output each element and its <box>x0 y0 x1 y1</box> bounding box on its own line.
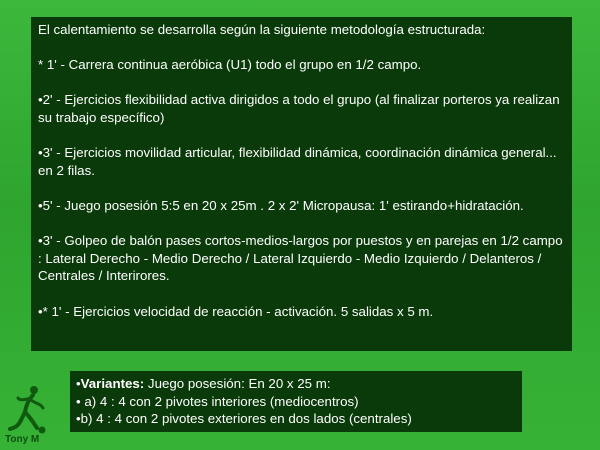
variant-a: • a) 4 : 4 con 2 pivotes interiores (mediocentros) <box>76 393 359 409</box>
warmup-methodology-panel <box>31 17 572 351</box>
variants-bullet: • <box>76 376 81 391</box>
warmup-item-5: •3' - Golpeo de balón pases cortos-medios-largos por puestos y en parejas en 1/2 campo : Lateral Derecho - Medio Derecho / Lateral Izquierdo - Medio Izquierdo / Delanteros / Centrales / Interirores. <box>38 233 563 284</box>
logo-text: Tony M <box>5 434 40 445</box>
warmup-item-6: •* 1' - Ejercicios velocidad de reacción - activación. 5 salidas x 5 m. <box>38 303 434 319</box>
variants-title <box>76 375 516 393</box>
variants-panel <box>70 371 522 432</box>
intro-text: El calentamiento se desarrolla según la siguiente metodología estructurada: <box>38 22 486 37</box>
warmup-item-4: •5' - Juego posesión 5:5 en 20 x 25m . 2 x 2' Micropausa: 1' estirando+hidratación. <box>38 197 524 213</box>
warmup-item-1: * 1' - Carrera continua aeróbica (U1) todo el grupo en 1/2 campo. <box>38 57 422 73</box>
variants-label: Variantes: <box>80 376 145 391</box>
warmup-item-3: •3' - Ejercicios movilidad articular, flexibilidad dinámica, coordinación dinámica general... en 2 filas. <box>38 145 557 178</box>
variant-b: •b) 4 : 4 con 2 pivotes exteriores en dos lados (centrales) <box>76 411 412 427</box>
warmup-item-2: •2' - Ejercicios flexibilidad activa dirigidos a todo el grupo (al finalizar porteros ya realizan su trabajo específico) <box>38 92 560 125</box>
variants-title-rest: Juego posesión: En 20 x 25 m: <box>144 376 331 391</box>
